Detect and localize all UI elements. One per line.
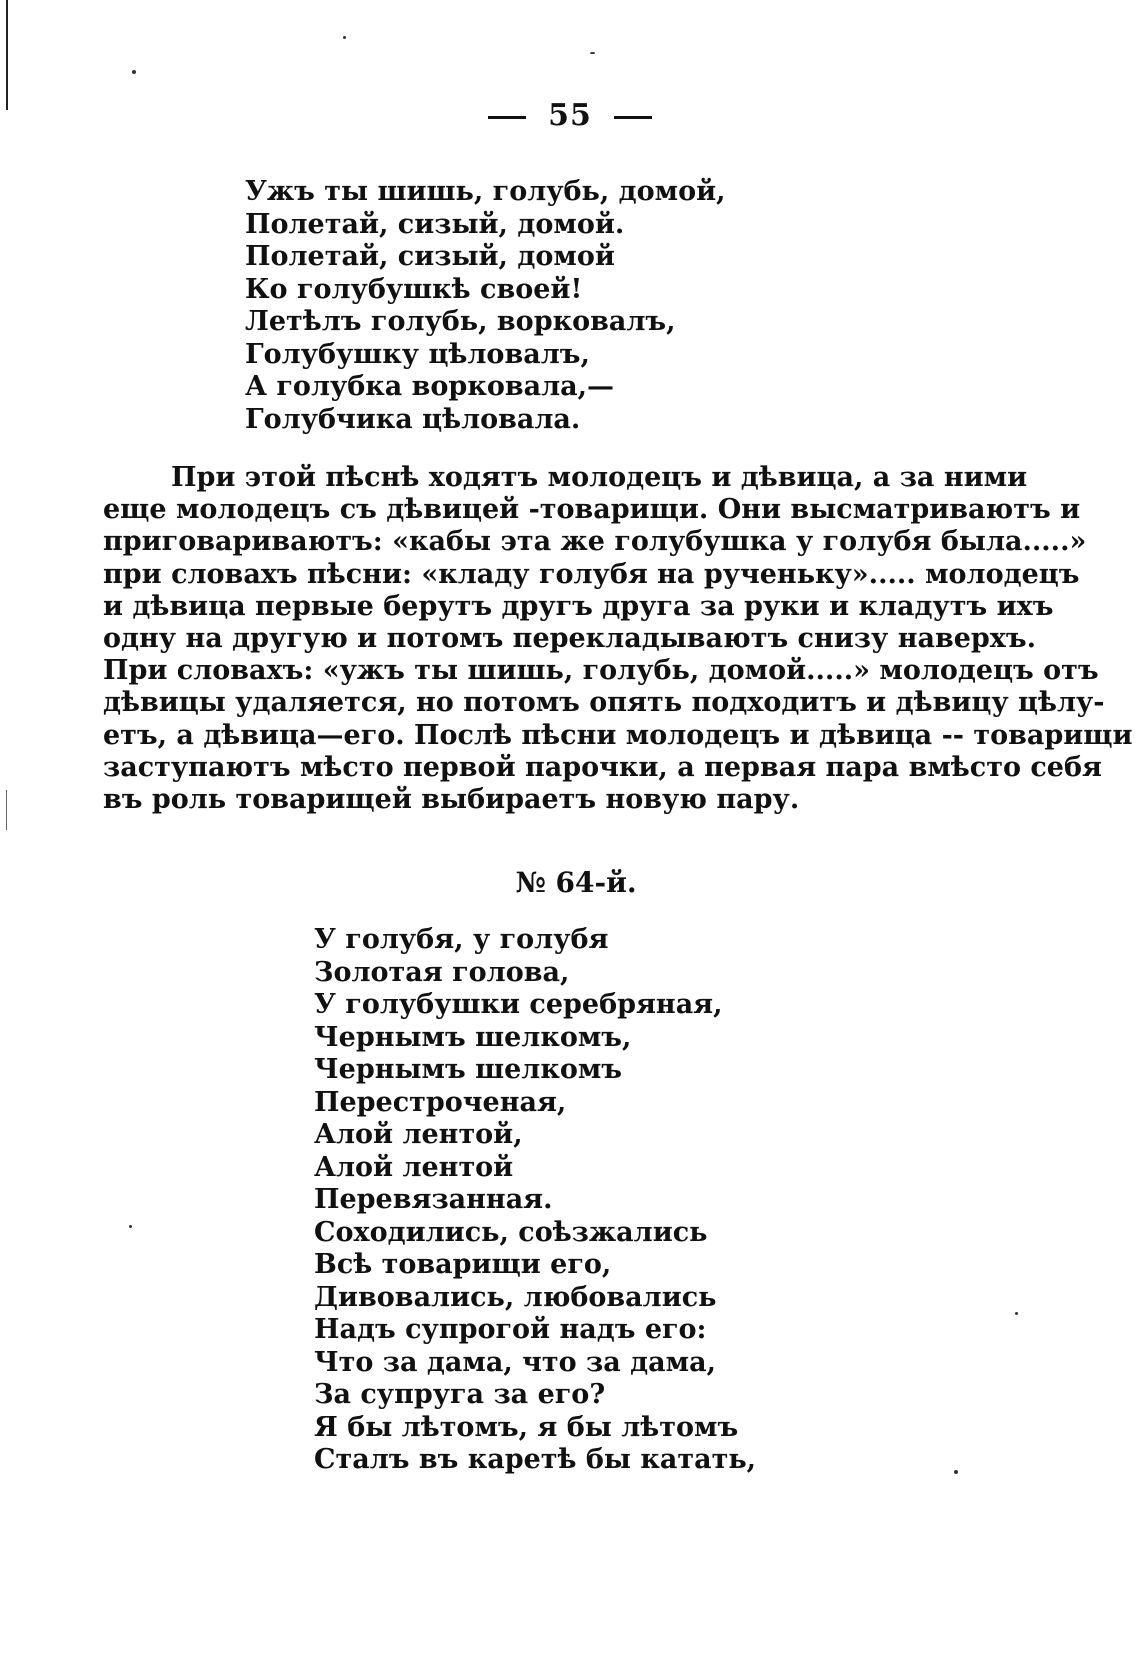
verse-line: Чернымъ шелкомъ, (314, 1021, 632, 1053)
verse-line: А голубка ворковала,— (245, 371, 615, 402)
page-number-value: 55 (548, 98, 592, 133)
verse-line: Полетай, сизый, домой (245, 241, 615, 272)
page-number-dash-left (488, 116, 526, 119)
verse-line: Алой лентой (314, 1151, 514, 1183)
verse-line: У голубушки серебряная, (314, 989, 723, 1020)
verse-line: Всѣ товарищи его, (314, 1249, 612, 1280)
verse-line: Голубушку цѣловалъ, (245, 338, 590, 370)
scan-speck (1015, 1312, 1018, 1315)
paragraph-line: и дѣвица первые берутъ другъ друга за руки и кладутъ ихъ (103, 590, 1054, 622)
verse-line: Дивовались, любовались (314, 1281, 717, 1313)
song-verse-continued (245, 176, 726, 436)
verse-line: Надъ супрогой надъ его: (314, 1314, 707, 1345)
paragraph-line: при словахъ пѣсни: «кладу голубя на рученьку»..... молодецъ (103, 558, 1080, 590)
paragraph-line: При словахъ: «ужъ ты шишь, голубь, домой.....» молодецъ отъ (103, 655, 1099, 687)
verse-line: Сталъ въ каретѣ бы катать, (314, 1444, 757, 1475)
verse-line: Золотая голова, (314, 956, 570, 988)
verse-line: Соходились, соѣзжались (314, 1216, 708, 1248)
verse-line: Голубчика цѣловала. (245, 403, 581, 435)
game-description-paragraph (103, 462, 1133, 816)
scan-speck (954, 1470, 958, 1474)
verse-line: Что за дама, что за дама, (314, 1346, 717, 1378)
verse-line: Летѣлъ голубь, ворковалъ, (245, 306, 676, 337)
verse-line: Ко голубушкѣ своей! (245, 273, 583, 305)
verse-line: Ужъ ты шишь, голубь, домой, (245, 176, 726, 207)
paragraph-line: въ роль товарищей выбираетъ новую пару. (103, 784, 800, 816)
paragraph-line: одну на другую и потомъ перекладываютъ снизу наверхъ. (103, 623, 1036, 655)
paragraph-line: заступаютъ мѣсто первой парочки, а первая пара вмѣсто себя (103, 751, 1102, 783)
verse-line: У голубя, у голубя (314, 924, 609, 955)
paragraph-line: приговариваютъ: «кабы эта же голубушка у голубя была.....» (103, 526, 1087, 558)
scan-edge-line (6, 0, 8, 110)
scan-speck (343, 36, 346, 39)
scan-speck (132, 70, 136, 74)
paragraph-line: дѣвицы удаляется, но потомъ опять подходитъ и дѣвицу цѣлу- (103, 687, 1105, 719)
verse-line: Чернымъ шелкомъ (314, 1054, 623, 1085)
song-verse (314, 924, 756, 1477)
page-number (0, 98, 1140, 133)
verse-line: Перевязанная. (314, 1184, 553, 1215)
scan-speck (590, 52, 595, 54)
scan-edge-mark (6, 790, 7, 830)
verse-line: За супруга за его? (314, 1379, 606, 1410)
verse-line: Перестроченая, (314, 1086, 567, 1118)
song-number-heading: № 64-й. (515, 866, 637, 899)
paragraph-line: еще молодецъ съ дѣвицей -товарищи. Они высматриваютъ и (103, 494, 1081, 526)
verse-line: Я бы лѣтомъ, я бы лѣтомъ (314, 1411, 739, 1443)
scan-speck (129, 1225, 132, 1228)
paragraph-line: етъ, а дѣвица—его. Послѣ пѣсни молодецъ и дѣвица -- товарищи (103, 719, 1133, 751)
page-number-dash-right (614, 116, 652, 119)
verse-line: Полетай, сизый, домой. (245, 208, 625, 240)
paragraph-line: При этой пѣснѣ ходятъ молодецъ и дѣвица, а за ними (171, 462, 1028, 493)
verse-line: Алой лентой, (314, 1119, 523, 1150)
